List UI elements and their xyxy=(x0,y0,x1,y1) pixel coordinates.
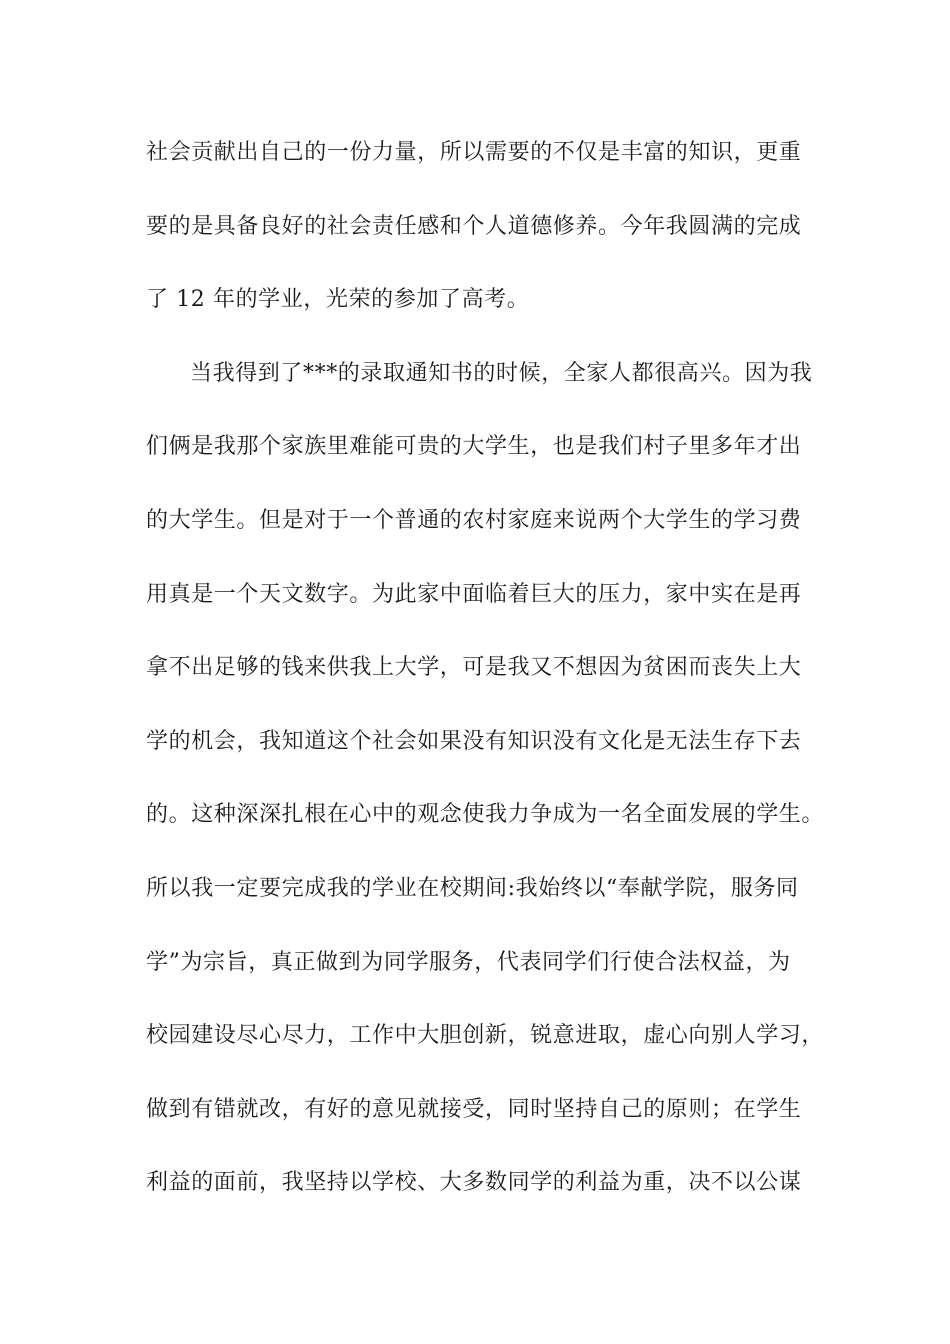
text-line: 所以我一定要完成我的学业在校期间:我始终以“奉献学院，服务同 xyxy=(146,875,799,901)
text-line: 做到有错就改，有好的意见就接受，同时坚持自己的原则；在学生 xyxy=(146,1096,802,1122)
text-line: 们俩是我那个家族里难能可贵的大学生，也是我们村子里多年才出 xyxy=(146,434,802,460)
text-line: 的。这种深深扎根在心中的观念使我力争成为一名全面发展的学生。 xyxy=(146,802,825,828)
text-line: 学”为宗旨，真正做到为同学服务，代表同学们行使合法权益，为 xyxy=(146,949,791,975)
text-line: 学的机会，我知道这个社会如果没有知识没有文化是无法生存下去 xyxy=(146,728,802,754)
text-line: 的大学生。但是对于一个普通的农村家庭来说两个大学生的学习费 xyxy=(146,507,802,533)
text-line: 了 12 年的学业，光荣的参加了高考。 xyxy=(146,287,530,313)
text-line: 用真是一个天文数字。为此家中面临着巨大的压力，家中实在是再 xyxy=(146,581,802,607)
text-line: 要的是具备良好的社会责任感和个人道德修养。今年我圆满的完成 xyxy=(146,213,802,239)
text-line: 社会贡献出自己的一份力量，所以需要的不仅是丰富的知识，更重 xyxy=(146,140,802,165)
text-line: 利益的面前，我坚持以学校、大多数同学的利益为重，决不以公谋 xyxy=(146,1170,802,1196)
text-line: 拿不出足够的钱来供我上大学，可是我又不想因为贫困而丧失上大 xyxy=(146,655,802,681)
paragraph-start-line: 当我得到了***的录取通知书的时候，全家人都很高兴。因为我 xyxy=(190,360,813,386)
text-line: 校园建设尽心尽力，工作中大胆创新，锐意进取，虚心向别人学习， xyxy=(146,1023,825,1049)
body-text xyxy=(146,131,825,1235)
